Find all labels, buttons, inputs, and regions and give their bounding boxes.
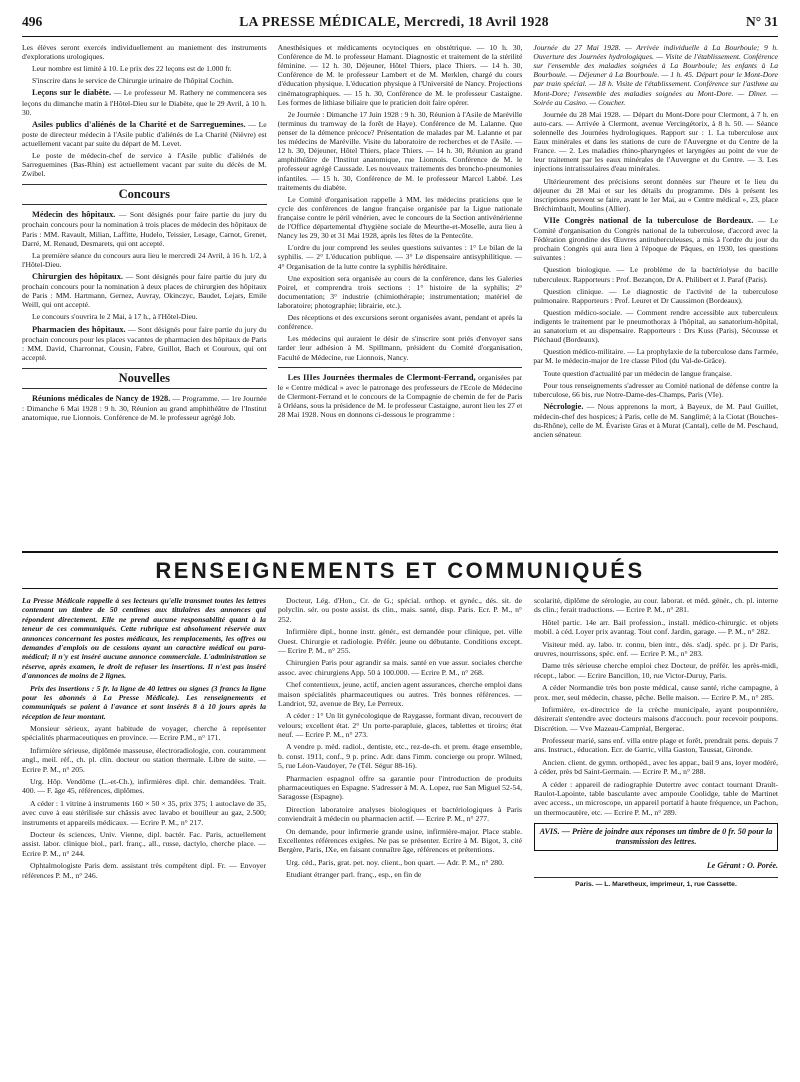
- issue-number: N° 31: [745, 14, 778, 29]
- ads-column-2: [278, 596, 522, 1064]
- classified-ad: A céder : 1° Un lit gynécologique de Raygasse, formant divan, recouvert de velours; excellent état. 2° Un porte-parapluie, glaces, tablettes et tiroirs; état neuf. — Ecrire P. M., n° 273.: [278, 711, 522, 740]
- notice-prices: Prix des insertions : 5 fr. la ligne de 40 lettres ou signes (3 francs la ligne pour les abonnés à La Presse Médicale). Les renseignements et communiqués se paient à l'avance et sont insérés 8 à 10 jours après la réception de leur montant.: [22, 683, 266, 721]
- classified-ad: Chef contentieux, jeune, actif, ancien agent assurances, cherche emploi dans maison spécialités pharmaceutiques ou autres. Très bonnes références. — Landriot, 92, avenue de Bry, Le Perreux.: [278, 680, 522, 708]
- item-text: organisées par le « Centre médical » avec le patronage des professeurs de l'Ecole de Médecine de Clermont-Ferrand et le concours de la Compagnie de chemin de fer de Paris à Orléans, sous la présidence de M. le professeur Castaigne, auront lieu les 27 et 28 Mai 1928. Nous en donnons ci-dessous le programme :: [277, 372, 523, 420]
- paragraph: [278, 373, 523, 420]
- classified-ad: A céder : 1 vitrine à instruments 160 × 50 × 35, prix 375; 1 autoclave de 35, avec cuve à eau stérilisée sur châssis avec lavabo et bouilleur au gaz, 2.500; instruments et appareils médicaux. — Ecrire P. M., n° 217.: [22, 798, 266, 827]
- paragraph: Question médico-sociale. — Comment rendre accessible aux tuberculeux indigents le traitement par le pneumothorax à l'hôpital, au sanatorium-hôpital, au sanatorium et au dispensaire. Rapporteurs : Drs Kuss (Paris), Sécousse et Piéchaud (Bordeaux).: [533, 307, 778, 345]
- paragraph: Journée du 27 Mai 1928. — Arrivée individuelle à La Bourboule; 9 h. Ouverture des Journées hydrologiques. — Visite de l'établissement. Conférence sur l'ensemble des maladies soignées à La Bourboule; les enfants à La Bourboule. — Déjeuner à La Bourboule. — 1 h. 45. Départ pour le Mont-Dore par train spécial. — 18 h. Visite de l'établissement. Conférence sur l'asthme au Mont-Dore; l'ensemble des maladies soignées au Mont-Dore. — Dîner. — Soirée au Casino. — Coucher.: [533, 43, 778, 107]
- news-columns: [22, 43, 778, 541]
- paragraph: [533, 402, 778, 439]
- page-number: 496: [22, 14, 43, 29]
- item-text: — Le Comité d'organisation du Congrès national de la tuberculose, d'accord avec la Fédération girondine des Œuvres antituberculeuses, a mis à l'ordre du jour du prochain Congrès qui aura lieu à l'époque de Pâques, en 1930, les questions suivantes :: [533, 215, 778, 263]
- ads-column-1: [22, 596, 266, 1064]
- paragraph: Pour tous renseignements s'adresser au Comité national de défense contre la tuberculose, 66 bis, rue Notre-Dame-des-Champs, Paris (VIe).: [533, 380, 778, 399]
- paragraph: La première séance du concours aura lieu le mercredi 24 Avril, à 16 h. 1/2, à l'Hôtel-Dieu.: [22, 250, 267, 269]
- paragraph: [22, 272, 267, 309]
- item-heading: Nécrologie.: [543, 401, 584, 411]
- paragraph: [22, 325, 267, 362]
- classified-ad: Chirurgien Paris pour agrandir sa mais. santé en vue assur. sociales cherche assoc. avec chirurgiens App. 50 à 100.000. — Ecrire P. M., n° 268.: [278, 658, 522, 677]
- item-text: — Le professeur M. Rathery ne commencera ses leçons du dimanche matin à l'Hôtel-Dieu sur le Diabète, que le 29 Avril, à 10 h. 30.: [22, 88, 267, 117]
- classified-ad: Docteur ès sciences, Univ. Vienne, dipl. bactér. Fac. Paris, actuellement assist. labor. clinique biol., parl. franç., all., russe, dactylo, cherche place. — Ecrire P. M., n° 244.: [22, 829, 266, 858]
- paragraph: Les médecins qui auraient le désir de s'inscrire sont priés d'envoyer sans tarder leur adhésion à M. Spillmann, président du Comité d'organisation, Faculté de Médecine, rue Lionnois, Nancy.: [277, 334, 523, 362]
- classified-ad: Infirmière sérieuse, diplômée masseuse, électroradiologie, con. couramment angl., meil. réf., ch. pl. clin. docteur ou station thermale. Libre de suite. — Ecrire P. M., n° 205.: [22, 745, 266, 774]
- classified-ad: Ophtalmologiste Paris dem. assistant très compétent dipl. Fr. — Envoyer références P. M., n° 246.: [22, 861, 266, 880]
- item-heading: Médecin des hôpitaux.: [32, 210, 116, 220]
- classified-ad: A céder Normandie très bon poste médical, cause santé, riche campagne, à prox. mer, seul médecin, chasse, pêche. Belle maison. — Ecrire P. M., n° 285.: [534, 683, 778, 702]
- classified-ad: Ancien. client. de gymn. orthopéd., avec les appar., bail 9 ans, loyer modéré, à céder, près bd Saint-Germain. — Ecrire P. M., n° 288.: [534, 757, 778, 777]
- classified-ad: Dame très sérieuse cherche emploi chez Docteur, de préfér. les après-midi, récept., labor. — Ecrire Bancillon, 10, rue Victor-Duruy, Paris.: [534, 661, 778, 680]
- classified-ad: Infirmière, ex-directrice de la crèche municipale, ayant pouponnière, désirerait s'entendre avec docteurs maisons d'accouch. pour recevoir poupons. Discrétion. — Vve Mazeau-Campréal, Bergerac.: [534, 704, 778, 733]
- paragraph: Une exposition sera organisée au cours de la conférence, dans les Galeries Poirel, et comprendra trois sections : 1° histoire de la syphilis; 2° documentation; 3° industrie (chimiothérapie; instrumentation; matériel de laboratoire; photographie; librairie, etc.).: [277, 273, 523, 310]
- paragraph: Question médico-militaire. — La prophylaxie de la tuberculose dans l'armée, par M. le médecin-major de 1re classe Pilod (du Val-de-Grâce).: [533, 347, 778, 366]
- paragraph: Question biologique. — Le problème de la bactériolyse du bacille tuberculeux. Rapporteurs : Prof. Bezançon, Dr A. Philibert et J. Paraf (Paris).: [533, 265, 778, 284]
- paragraph: [533, 216, 778, 263]
- journal-title: LA PRESSE MÉDICALE, Mercredi, 18 Avril 1928: [239, 14, 549, 29]
- classified-columns: [22, 596, 778, 1064]
- item-heading: Les IIIes Journées thermales de Clermont-Ferrand,: [287, 372, 476, 382]
- paragraph: Le poste de médecin-chef de service à l'Asile public d'aliénés de Sarreguemines (Bas-Rhin) est actuellement vacant par suite du décès de M. Zwibel.: [22, 151, 267, 179]
- paragraph: Question clinique. — Le diagnostic de l'activité de la tuberculose pulmonaire. Rapporteurs : Prof. Leuret et Dr Caussimon (Bordeaux).: [533, 286, 778, 305]
- avis-box: AVIS. — Prière de joindre aux réponses un timbre de 0 fr. 50 pour la transmission des lettres.: [534, 823, 778, 851]
- item-text: — Sont désignés pour faire partie du jury du prochain concours pour les places vacantes de pharmacien des hôpitaux de Paris : MM. David, Charronnat, Cousin, Fabre, Guillot, Bach et Couroux, qui ont accepté.: [22, 324, 267, 362]
- paragraph: Les élèves seront exercés individuellement au maniement des instruments d'explorations urologiques.: [22, 43, 267, 62]
- item-heading: Leçons sur le diabète.: [32, 88, 112, 98]
- classified-ad: scolarité, diplôme de sérologie, au cour. laborat. et méd. génér., ch. pl. interne ds clin.; ferait traductions. — Ecrire P. M., n° 281.: [534, 596, 778, 615]
- paragraph: 2e Journée : Dimanche 17 Juin 1928 : 9 h. 30, Réunion à l'Asile de Maréville (terminus du tramway de la forêt de Haye). Conférence de M. Lalanne. Que penser de la démence précoce? Présentation de malades par M. Lalanne et par les médecins de Maréville. Visite du laboratoire de recherches et de l'Asile. — 12 h. 30, Déjeuner, Hôtel Thiers, place Thiers. — 14 h. 30, Réunion au grand amphithéâtre de l'Institut anatomique, rue Lionnois. Conférence de M. le professeur agrégé Caussade. Les nouveaux traitements des broncho-pneumonies infantiles. — 15 h. 30, Conférence de M. le professeur Marcel Labbé. Les traitements du diabète.: [277, 109, 523, 192]
- paragraph: [22, 120, 267, 148]
- news-column-3: [533, 43, 778, 541]
- news-column-1: [22, 43, 267, 541]
- paragraph: Des réceptions et des excursions seront organisées avant, pendant et après la conférence.: [277, 313, 523, 332]
- classified-ad: Pharmacien espagnol offre sa garantie pour l'introduction de produits pharmaceutiques en Espagne. S'adresser à M. A. Lopez, rue San Miguel 52-54, Saragosse (Espagne).: [278, 773, 522, 802]
- newspaper-page: [22, 14, 778, 1072]
- section-title-concours: Concours: [22, 184, 267, 205]
- classified-ad: Urg. Hôp. Vendôme (L.-et-Ch.), infirmières dipl. chir. demandées. Trait. 400. — F. âge 45, références, diplômes.: [22, 777, 266, 796]
- gerant-line: Le Gérant : O. Porée.: [706, 861, 778, 871]
- classified-ad: Monsieur sérieux, ayant habitude de voyager, cherche à représenter spécialités pharmaceutiques en province. — Ecrire P.M., n° 171.: [22, 724, 266, 743]
- classified-ad: A céder : appareil de radiographie Dutertre avec contact tournant Drault-Raulot-Lapointe, table basculante avec ampoule Coolidge, table de Martinet avec access., un microscope, un appareil portatif à haute fréquence, un Pachon, un thermocautère, etc. — Ecrire P. M., n° 289.: [534, 779, 778, 817]
- item-heading: Réunions médicales de Nancy de 1928.: [32, 393, 171, 403]
- classified-ad: Hôtel partic. 14e arr. Bail profession., install. médico-chirurgic. et objets mobil. à céd. Loyer prix avantag. Tout conf. Jardin, garage. — P. M., n° 282.: [534, 617, 778, 637]
- item-heading: Chirurgien des hôpitaux.: [32, 271, 123, 281]
- notice-intro: La Presse Médicale rappelle à ses lecteurs qu'elle transmet toutes les lettres contenant un timbre de 50 centimes aux titulaires des annonces qui répondent directement. Elle ne prend aucune responsabilité quant à la teneur de ces communiqués. Cette rubrique est absolument réservée aux annonces concernant les postes médicaux, les remplacements, les offres ou demandes d'emplois ou de cessions ayant un caractère médical ou para-médical; il n'y est inséré aucune annonce commerciale. L'administration se réserve, après examen, le droit de refuser les insertions. Il n'est pas inséré d'annonces de moins de 2 lignes.: [22, 596, 266, 681]
- item-text: — Sont désignés pour faire partie du jury du prochain concours pour la nomination à trois places de médecin des hôpitaux de Paris : MM. Ravault, Milian, Laffitte, Hudelo, Teissier, Lesage, Carnot, Grenet, Darré, M. Renaud, Desmarets, qui ont accepté.: [22, 210, 267, 248]
- paragraph: Leur nombre est limité à 10. Le prix des 22 leçons est de 1.000 fr.: [32, 64, 232, 74]
- item-heading: Pharmacien des hôpitaux.: [32, 324, 126, 334]
- paragraph: Journée du 28 Mai 1928. — Départ du Mont-Dore pour Clermont, à 7 h. en auto-cars. — Arrivée à Clermont, avenue Vercingétorix, à 8 h. 50. — Séance solennelle des Journées hydrologiques. Rapport sur : 1. La tuberculose aux Eaux minérales et dans les stations de cure de l'Auvergne et du Centre de la France. — 2. Les maladies rhino-pharyngées et laryngées au point de vue de leur traitement par les eaux minérales de l'Auvergne et du Centre. — 3. Les injections intratissulaires d'eau minérales.: [533, 109, 778, 174]
- classified-ad: Direction laboratoire analyses biologiques et bactériologiques à Paris conviendrait à médecin ou pharmacien actif. — Ecrire P. M., n° 277.: [278, 804, 522, 824]
- classified-ad: Urg. céd., Paris, grat. pet. noy. client., bon quart. — Adr. P. M., n° 280.: [286, 857, 504, 867]
- classified-ad: Visiteur méd. ay. labo. tr. connu, bien intr., dés. s'adj. spéc. pr j. Dr Paris, œuvres, nourrissons, spéc. enf. — Ecrire P. M., n° 283.: [534, 639, 778, 658]
- page-header: [22, 14, 778, 37]
- classified-ad: A vendre p. méd. radiol., dentiste, etc., rez-de-ch. et prem. étage ensemble, b. const. 1911, conf., 9 p. princ. Adr. dans l'imm. concierge ou propr. Wilned, 5, rue Léon-Vaudoyer, 7e (Tél. Ségur 88-16).: [278, 742, 522, 771]
- paragraph: [22, 210, 267, 247]
- classified-ad: Infirmière dipl., bonne instr. génér., est demandée pour clinique, pet. ville Ouest. Chirurgie et radiologie. Préfér. jeune ou débutante. Conditions except. — Ecrire P. M., n° 255.: [278, 627, 522, 655]
- classified-ad: Docteur, Lég. d'Hon., Cr. de G.; spécial. orthop. et gynéc., dés. sit. de polyclin. sér. ou poste assist. ds clin., mais. santé, disp. Paris. Ecr. P. M., n° 252.: [278, 596, 522, 624]
- section-banner: RENSEIGNEMENTS ET COMMUNIQUÉS: [22, 551, 778, 589]
- paragraph: Toute question d'actualité par un médecin de langue française.: [543, 368, 733, 378]
- news-column-2: [278, 43, 523, 541]
- divider: [278, 367, 523, 368]
- printer-line: Paris. — L. Maretheux, imprimeur, 1, rue Cassette.: [534, 877, 778, 889]
- item-heading: Asiles publics d'aliénés de la Charité et de Sarreguemines.: [32, 119, 246, 129]
- item-text: — Sont désignés pour faire partie du jury du prochain concours pour la nomination à deux places de chirurgien des hôpitaux de Paris : MM. Hartmann, Gernez, Auvray, Okinczyc, Baudet, Lejars, Emile Weill, qui ont accepté.: [22, 271, 267, 310]
- item-text: — Le poste de directeur médecin à l'Asile public d'aliénés de La Charité (Nièvre) est actuellement vacant par suite du départ de M. Levet.: [22, 119, 267, 148]
- item-heading: VIIe Congrès national de la tuberculose de Bordeaux.: [543, 215, 754, 225]
- classified-ad: Etudiant étranger parl. franç., esp., en fin de: [286, 870, 422, 880]
- paragraph: L'ordre du jour comprend les seules questions suivantes : 1° Le bilan de la syphilis. — 2° L'éducation publique. — 3° Le dispensaire antisyphilitique. — 4° Organisation de la lutte contre la syphilis héréditaire.: [277, 243, 523, 271]
- paragraph: [22, 88, 267, 116]
- section-title-nouvelles: Nouvelles: [22, 368, 267, 389]
- classified-ad: Professeur marié, sans enf. villa entre plage et forêt, prendrait pens. depuis 7 ans. Instruct., éducation. Ecr. de Garric, villa Gaston, Taussat, Gironde.: [534, 736, 778, 755]
- paragraph: Ultérieurement des précisions seront données sur l'heure et le lieu du déjeuner du 28 Mai et sur les détails du programme. Dès à présent les inscriptions peuvent se faire, avant le 1er Mai, au « Centre médical », 23, place Bréchimbault, Moulins (Allier).: [533, 176, 778, 213]
- paragraph: [22, 394, 267, 422]
- paragraph: Le Comité d'organisation rappelle à MM. les médecins praticiens que le cycle des conférences de langue française organisée par la Ligue nationale française contre le péril vénérien, avec le concours de la Section antivénérienne de l'Office départemental d'hygiène sociale de Meurthe-et-Moselle, aura lieu à Nancy les 29, 30 et 31 Mai 1928, après les fêtes de la Pentecôte.: [277, 194, 523, 241]
- paragraph: S'inscrire dans le service de Chirurgie urinaire de l'hôpital Cochin.: [32, 76, 234, 86]
- paragraph: Anesthésiques et médicaments ocytociques en obstétrique. — 10 h. 30, Conférence de M. le professeur Hamant. Diagnostic et traitement de la stérilité féminine. — 12 h. 30, Déjeuner, Hôtel Thiers, place Thiers. — 14 h. 30, Conférence de M. le professeur Lambert et de M. Merklen, chargé du cours d'éducation physique. L'éducation physique à l'Université de Nancy. Projections cinématographiques. — 15 h. 30, Conférence de M. le professeur Castaigne. Les formes de lithiase biliaire que le praticien doit faire opérer.: [277, 43, 523, 107]
- item-text: — Programme. — 1re Journée : Dimanche 6 Mai 1928 : 9 h. 30, Réunion au grand amphithéâtre de l'Institut anatomique, rue Lionnois. Conférence de M. le professeur agrégé Job.: [22, 393, 267, 423]
- classified-ad: On demande, pour infirmerie grande usine, infirmière-major. Place stable. Excellentes références exigées. Ne pas se présenter. Ecrire à M. Bigot, 3, cité Bergère, Paris, IXe, en faisant connaître âge, références et prétentions.: [278, 826, 522, 855]
- paragraph: Le concours s'ouvrira le 2 Mai, à 17 h., à l'Hôtel-Dieu.: [32, 312, 198, 322]
- ads-column-3: [534, 596, 778, 1064]
- item-text: — Nous apprenons la mort, à Bayeux, de M. Paul Guillet, médecin-chef des hospices; à Paris, celle de M. Sanglimé; à la Ciotat (Bouches-du-Rhône), celle de M. Évariste Gras et à Murat (Cantal), celle de M. Peschaud, ancien sénateur.: [533, 401, 778, 440]
